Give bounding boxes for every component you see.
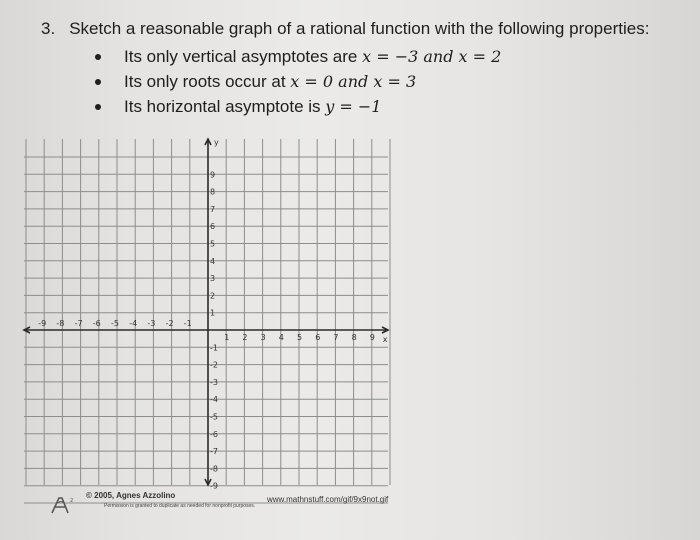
x-tick-label: -3 xyxy=(147,319,156,328)
x-tick-label: 1 xyxy=(224,333,230,342)
y-tick-label: -6 xyxy=(210,429,218,439)
svg-text:2: 2 xyxy=(70,498,74,504)
property-prefix: Its horizontal asymptote is xyxy=(124,97,326,116)
y-tick-label: 8 xyxy=(210,187,216,197)
x-axis-label: x xyxy=(382,335,388,344)
x-tick-label: -5 xyxy=(111,319,119,328)
x-tick-label: 5 xyxy=(297,333,303,342)
y-tick-label: 4 xyxy=(210,256,216,266)
property-math: x = 0 and x = 3 xyxy=(290,72,417,91)
source-url[interactable]: www.mathnstuff.com/gif/9x9not.gif xyxy=(267,495,389,504)
y-tick-label: 1 xyxy=(210,308,216,318)
y-tick-label: -1 xyxy=(210,343,218,353)
axes xyxy=(24,139,388,485)
y-tick-label: 9 xyxy=(210,170,216,180)
y-tick-label: -7 xyxy=(210,447,218,457)
x-tick-label: -6 xyxy=(92,319,101,328)
x-tick-label: 4 xyxy=(278,333,284,342)
author-logo-icon xyxy=(50,495,76,515)
y-tick-label: 3 xyxy=(210,274,216,284)
y-tick-label: -3 xyxy=(210,377,218,387)
copyright: © 2005, Agnes Azzolino xyxy=(86,491,176,500)
property-prefix: Its only vertical asymptotes are xyxy=(124,47,363,66)
x-tick-label: -7 xyxy=(74,319,83,328)
y-tick-label: 2 xyxy=(210,291,216,301)
y-axis-label: y xyxy=(214,138,219,147)
y-tick-label: -9 xyxy=(210,481,218,491)
y-tick-label: -5 xyxy=(210,412,218,422)
x-tick-label: 7 xyxy=(333,333,339,342)
x-tick-label: 6 xyxy=(315,333,321,342)
y-tick-label: 6 xyxy=(210,222,216,232)
y-tick-label: -4 xyxy=(210,395,218,405)
question-number: 3. xyxy=(41,19,56,38)
property-math: y = −1 xyxy=(325,97,382,116)
x-tick-label: -4 xyxy=(129,319,138,328)
x-tick-label: 8 xyxy=(351,333,357,342)
x-tick-label: 2 xyxy=(242,333,248,342)
y-tick-label: -8 xyxy=(210,464,218,474)
y-tick-label: 7 xyxy=(210,204,216,214)
question-prompt: Sketch a reasonable graph of a rational function with the following properties: xyxy=(69,19,650,38)
x-tick-label: 9 xyxy=(369,333,375,342)
y-tick-label: -2 xyxy=(210,360,218,370)
property-prefix: Its only roots occur at xyxy=(124,72,291,91)
x-tick-label: -2 xyxy=(165,319,174,328)
x-tick-label: 3 xyxy=(260,333,266,342)
property-math: x = −3 and x = 2 xyxy=(362,47,502,66)
x-tick-label: -8 xyxy=(56,319,65,328)
x-tick-label: -1 xyxy=(183,319,192,328)
permission-note: Permission is granted to duplicate as needed for nonprofit purposes. xyxy=(104,503,256,509)
y-tick-label: 5 xyxy=(210,239,216,249)
x-tick-label: -9 xyxy=(38,319,47,328)
